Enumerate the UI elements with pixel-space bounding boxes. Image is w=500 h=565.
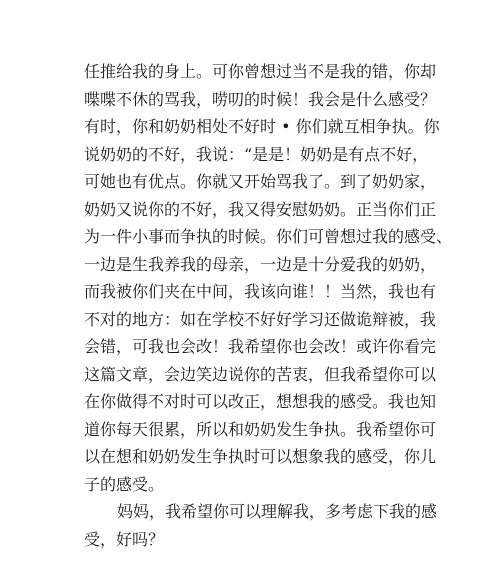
text-line: 以在想和奶奶发生争执时可以想象我的感受，你儿 [84,447,437,466]
text-line: 任推给我的身上。可你曾想过当不是我的错，你却 [84,62,437,81]
text-line: 喋喋不休的骂我，唠叨的时候！我会是什么感受？ [84,89,437,109]
text-line: 有时，你和奶奶相处不好时 • 你们就互相争执。你 [84,117,440,136]
document-body [84,58,453,553]
text-line: 而我被你们夹在中间，我该向谁！！当然，我也有 [84,282,437,301]
text-line: 为一件小事而争执的时候。你们可曾想过我的感受、 [84,227,453,246]
text-line: 会错，可我也会改！我希望你也会改！或许你看完 [84,337,437,356]
text-line: 说奶奶的不好，我说：“是是！奶奶是有点不好， [84,144,429,164]
paragraph-2-line: 妈妈，我希望你可以理解我，多考虑下我的感 [117,502,438,521]
text-line: 在你做得不对时可以改正，想想我的感受。我也知 [84,392,437,411]
paragraph-2-line: 受，好吗？ [84,529,165,549]
text-line: 不对的地方：如在学校不好好学习还做诡辩被，我 [84,309,437,329]
text-line: 奶奶又说你的不好，我又得安慰奶奶。正当你们正 [84,199,437,219]
text-line: 这篇文章，会边笑边说你的苦衷，但我希望你可以 [84,364,437,384]
text-line: 道你每天很累，所以和奶奶发生争执。我希望你可 [84,419,437,439]
text-line: 子的感受。 [84,474,165,494]
text-line: 一边是生我养我的母亲，一边是十分爱我的奶奶， [84,254,437,274]
text-line: 可她也有优点。你就又开始骂我了。到了奶奶家， [84,172,437,191]
